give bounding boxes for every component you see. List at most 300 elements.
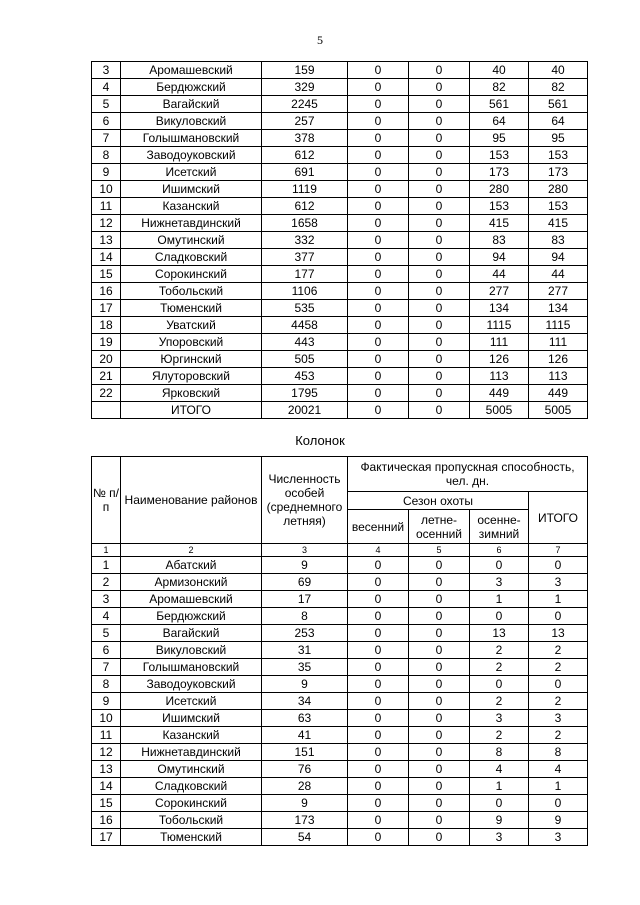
table-cell: 11 xyxy=(92,198,121,215)
table-cell: Тобольский xyxy=(121,812,262,829)
table-row xyxy=(92,402,588,419)
table-cell: 3 xyxy=(529,829,588,846)
table-row xyxy=(92,300,588,317)
table-cell: Бердюжский xyxy=(121,79,262,96)
table-cell: 332 xyxy=(262,232,348,249)
col-number: 5 xyxy=(409,544,470,557)
table-cell: 3 xyxy=(470,574,529,591)
table-cell: 0 xyxy=(409,778,470,795)
table-cell: Заводоуковский xyxy=(121,147,262,164)
table-cell: 612 xyxy=(262,147,348,164)
table-cell: Казанский xyxy=(121,198,262,215)
table-cell: 4 xyxy=(470,761,529,778)
table-cell: 0 xyxy=(409,574,470,591)
table-cell: 10 xyxy=(92,181,121,198)
table-cell: 1 xyxy=(529,591,588,608)
section-title: Колонок xyxy=(295,433,345,448)
table-cell: 0 xyxy=(409,181,470,198)
table-cell: 0 xyxy=(529,795,588,812)
table-cell: 3 xyxy=(529,574,588,591)
table-cell: 126 xyxy=(529,351,588,368)
table-row xyxy=(92,591,588,608)
table-cell: Ишимский xyxy=(121,181,262,198)
kolonok-capacity-table xyxy=(91,456,588,846)
table-cell: 2 xyxy=(470,642,529,659)
table-cell: 1795 xyxy=(262,385,348,402)
table-cell: 0 xyxy=(348,402,409,419)
table-row xyxy=(92,130,588,147)
table-cell: Сладковский xyxy=(121,249,262,266)
header-season: Сезон охоты xyxy=(348,492,529,510)
table-cell: 41 xyxy=(262,727,348,744)
table-cell: 16 xyxy=(92,283,121,300)
table-cell: 1 xyxy=(529,778,588,795)
table-cell: 0 xyxy=(348,232,409,249)
table-cell: 13 xyxy=(470,625,529,642)
table-cell: 5005 xyxy=(529,402,588,419)
table-cell: 1658 xyxy=(262,215,348,232)
table-cell: 28 xyxy=(262,778,348,795)
col-number: 1 xyxy=(92,544,121,557)
table-cell: 0 xyxy=(348,676,409,693)
header-population: Численность особей (среднемного летняя) xyxy=(262,457,348,544)
table-row xyxy=(92,96,588,113)
table-row xyxy=(92,164,588,181)
table-cell: 0 xyxy=(409,402,470,419)
table-cell: 8 xyxy=(470,744,529,761)
table-cell: 329 xyxy=(262,79,348,96)
table-cell: 0 xyxy=(348,761,409,778)
table-cell: 0 xyxy=(409,79,470,96)
table-cell: 4 xyxy=(92,608,121,625)
table-cell: 76 xyxy=(262,761,348,778)
table-cell: Омутинский xyxy=(121,761,262,778)
table-cell: 0 xyxy=(348,744,409,761)
table-cell: Абатский xyxy=(121,557,262,574)
col-number: 6 xyxy=(470,544,529,557)
table-cell: 0 xyxy=(348,79,409,96)
table-cell: 177 xyxy=(262,266,348,283)
table-cell: 0 xyxy=(409,829,470,846)
table-cell: 0 xyxy=(409,62,470,79)
table-cell: 134 xyxy=(470,300,529,317)
table-row xyxy=(92,744,588,761)
table-cell: 94 xyxy=(470,249,529,266)
table-cell: 0 xyxy=(348,130,409,147)
table-cell: 82 xyxy=(529,79,588,96)
table-cell: 0 xyxy=(409,693,470,710)
table-cell: Викуловский xyxy=(121,642,262,659)
table-cell: 0 xyxy=(409,385,470,402)
table-row xyxy=(92,710,588,727)
table-cell: 21 xyxy=(92,368,121,385)
table-cell: 8 xyxy=(92,676,121,693)
header-total: ИТОГО xyxy=(529,492,588,544)
table-cell: 113 xyxy=(470,368,529,385)
table-cell: 1119 xyxy=(262,181,348,198)
table-cell: 0 xyxy=(409,215,470,232)
table-cell: 173 xyxy=(470,164,529,181)
table-cell: 0 xyxy=(409,334,470,351)
col-number: 7 xyxy=(529,544,588,557)
table-cell: 0 xyxy=(529,557,588,574)
table-cell: 453 xyxy=(262,368,348,385)
table-cell: 15 xyxy=(92,795,121,812)
table-row xyxy=(92,795,588,812)
table-cell: 0 xyxy=(409,557,470,574)
table-cell: 277 xyxy=(529,283,588,300)
table-row xyxy=(92,215,588,232)
table-cell: Омутинский xyxy=(121,232,262,249)
table-cell: 134 xyxy=(529,300,588,317)
table-row xyxy=(92,812,588,829)
table-cell: 20 xyxy=(92,351,121,368)
table-cell: 18 xyxy=(92,317,121,334)
table-cell: 15 xyxy=(92,266,121,283)
header-summer-autumn: летне-осенний xyxy=(409,510,470,544)
table-cell: 20021 xyxy=(262,402,348,419)
table-cell: 111 xyxy=(470,334,529,351)
table-cell: 0 xyxy=(348,659,409,676)
table-cell: 0 xyxy=(348,778,409,795)
table-cell: 1115 xyxy=(529,317,588,334)
table-cell: 151 xyxy=(262,744,348,761)
table-cell: 126 xyxy=(470,351,529,368)
table-cell: 0 xyxy=(348,215,409,232)
table-cell: 612 xyxy=(262,198,348,215)
table-cell: 0 xyxy=(409,625,470,642)
header-name: Наименование районов xyxy=(121,457,262,544)
table-cell: Армизонский xyxy=(121,574,262,591)
table-cell: 257 xyxy=(262,113,348,130)
table-cell: 9 xyxy=(529,812,588,829)
table-cell: 0 xyxy=(348,625,409,642)
table-cell: 1 xyxy=(92,557,121,574)
table-cell: 82 xyxy=(470,79,529,96)
table-cell: 14 xyxy=(92,778,121,795)
table-cell: 415 xyxy=(470,215,529,232)
page-number: 5 xyxy=(317,33,323,47)
table-cell: Бердюжский xyxy=(121,608,262,625)
table-cell: 0 xyxy=(409,659,470,676)
table-cell: 11 xyxy=(92,727,121,744)
table-cell: 44 xyxy=(470,266,529,283)
table-cell: 0 xyxy=(409,96,470,113)
table-cell: 35 xyxy=(262,659,348,676)
table-cell: 153 xyxy=(470,198,529,215)
table-row xyxy=(92,334,588,351)
table-cell: 4458 xyxy=(262,317,348,334)
table-cell: Казанский xyxy=(121,727,262,744)
table-cell: ИТОГО xyxy=(121,402,262,419)
table-cell: 0 xyxy=(470,608,529,625)
table-cell: 0 xyxy=(409,164,470,181)
table-cell: 63 xyxy=(262,710,348,727)
table-cell: 0 xyxy=(409,232,470,249)
table-cell: 17 xyxy=(92,300,121,317)
table-cell: 13 xyxy=(92,761,121,778)
table-cell: 0 xyxy=(409,266,470,283)
table-cell: 0 xyxy=(348,96,409,113)
table-cell: 44 xyxy=(529,266,588,283)
table-cell: 7 xyxy=(92,659,121,676)
table-cell: Сорокинский xyxy=(121,266,262,283)
table-cell: 0 xyxy=(409,812,470,829)
table-cell: 1106 xyxy=(262,283,348,300)
table-cell: Исетский xyxy=(121,164,262,181)
table-cell: Вагайский xyxy=(121,625,262,642)
table-row xyxy=(92,198,588,215)
table-cell: 0 xyxy=(409,147,470,164)
table-row xyxy=(92,574,588,591)
table-cell: 9 xyxy=(262,557,348,574)
col-number: 2 xyxy=(121,544,262,557)
table-cell: 2 xyxy=(470,727,529,744)
table-cell: 0 xyxy=(348,795,409,812)
table-cell: 0 xyxy=(348,181,409,198)
table-cell: 19 xyxy=(92,334,121,351)
table-row xyxy=(92,351,588,368)
table-cell: 6 xyxy=(92,113,121,130)
table-cell: 5005 xyxy=(470,402,529,419)
table-cell: Уватский xyxy=(121,317,262,334)
table-row xyxy=(92,659,588,676)
hunting-capacity-table-continued xyxy=(91,61,588,419)
table-cell: 12 xyxy=(92,744,121,761)
table-cell: 9 xyxy=(262,795,348,812)
table-cell: 0 xyxy=(409,317,470,334)
table-cell: 277 xyxy=(470,283,529,300)
table-cell: 13 xyxy=(92,232,121,249)
table-cell: 2 xyxy=(470,659,529,676)
table-row xyxy=(92,317,588,334)
table-cell: Голышмановский xyxy=(121,130,262,147)
table-row xyxy=(92,385,588,402)
table-cell: 95 xyxy=(470,130,529,147)
table-cell: 2 xyxy=(92,574,121,591)
table-cell: 3 xyxy=(470,829,529,846)
table-row xyxy=(92,232,588,249)
table-cell: 54 xyxy=(262,829,348,846)
table-cell: Ишимский xyxy=(121,710,262,727)
table-cell xyxy=(92,402,121,419)
table-cell: Нижнетавдинский xyxy=(121,215,262,232)
table-row xyxy=(92,829,588,846)
table-cell: 449 xyxy=(529,385,588,402)
table-row xyxy=(92,368,588,385)
table-cell: 17 xyxy=(92,829,121,846)
table-cell: 0 xyxy=(409,727,470,744)
table-cell: 0 xyxy=(409,300,470,317)
table-cell: 0 xyxy=(409,249,470,266)
table-cell: 253 xyxy=(262,625,348,642)
table-cell: 2245 xyxy=(262,96,348,113)
table-cell: 34 xyxy=(262,693,348,710)
header-capacity: Фактическая пропускная способность, чел. дн. xyxy=(348,457,588,492)
table-cell: 0 xyxy=(409,351,470,368)
table-cell: 40 xyxy=(470,62,529,79)
table-cell: 0 xyxy=(470,676,529,693)
table-cell: Сорокинский xyxy=(121,795,262,812)
table-cell: 3 xyxy=(92,591,121,608)
table-cell: Сладковский xyxy=(121,778,262,795)
table-cell: 173 xyxy=(262,812,348,829)
table-cell: 0 xyxy=(348,812,409,829)
table-cell: 0 xyxy=(348,574,409,591)
table-cell: 0 xyxy=(529,676,588,693)
table-cell: Викуловский xyxy=(121,113,262,130)
table-cell: 280 xyxy=(529,181,588,198)
table-cell: 0 xyxy=(348,283,409,300)
table-row xyxy=(92,79,588,96)
table-row xyxy=(92,181,588,198)
table-cell: 22 xyxy=(92,385,121,402)
table-cell: Тобольский xyxy=(121,283,262,300)
table-cell: 505 xyxy=(262,351,348,368)
table-cell: 0 xyxy=(409,591,470,608)
table-cell: 0 xyxy=(529,608,588,625)
table-cell: 561 xyxy=(470,96,529,113)
table-cell: 9 xyxy=(92,164,121,181)
table-row xyxy=(92,62,588,79)
table-cell: 2 xyxy=(470,693,529,710)
header-autumn-winter: осенне-зимний xyxy=(470,510,529,544)
table-cell: 0 xyxy=(348,368,409,385)
table-cell: Вагайский xyxy=(121,96,262,113)
table-cell: 153 xyxy=(529,198,588,215)
table-row xyxy=(92,676,588,693)
table-cell: 8 xyxy=(92,147,121,164)
table-cell: 0 xyxy=(348,351,409,368)
header-spring: весенний xyxy=(348,510,409,544)
table-cell: 0 xyxy=(348,164,409,181)
table-cell: 153 xyxy=(470,147,529,164)
table-cell: 94 xyxy=(529,249,588,266)
table-cell: 0 xyxy=(348,591,409,608)
table-cell: 9 xyxy=(92,693,121,710)
table-cell: 561 xyxy=(529,96,588,113)
table-cell: 64 xyxy=(529,113,588,130)
table-cell: 0 xyxy=(470,795,529,812)
table-row xyxy=(92,693,588,710)
table-cell: 0 xyxy=(409,761,470,778)
table-cell: 443 xyxy=(262,334,348,351)
table-cell: 1 xyxy=(470,591,529,608)
table-cell: 9 xyxy=(470,812,529,829)
table-cell: 69 xyxy=(262,574,348,591)
table-cell: 64 xyxy=(470,113,529,130)
table-row xyxy=(92,761,588,778)
table-cell: Аромашевский xyxy=(121,62,262,79)
table-cell: 0 xyxy=(348,693,409,710)
table-cell: 17 xyxy=(262,591,348,608)
table-cell: 0 xyxy=(348,113,409,130)
table-cell: 691 xyxy=(262,164,348,181)
table-cell: 378 xyxy=(262,130,348,147)
table-cell: 0 xyxy=(409,642,470,659)
table-row xyxy=(92,778,588,795)
table-cell: 40 xyxy=(529,62,588,79)
table-cell: Ялуторовский xyxy=(121,368,262,385)
table-cell: 83 xyxy=(470,232,529,249)
table-cell: Тюменский xyxy=(121,300,262,317)
table-cell: 0 xyxy=(470,557,529,574)
col-number: 4 xyxy=(348,544,409,557)
table-cell: Ярковский xyxy=(121,385,262,402)
table-cell: 83 xyxy=(529,232,588,249)
table-cell: 5 xyxy=(92,625,121,642)
table-cell: 0 xyxy=(409,710,470,727)
table-row xyxy=(92,113,588,130)
table-cell: 5 xyxy=(92,96,121,113)
table-cell: 0 xyxy=(348,300,409,317)
table-cell: 0 xyxy=(348,198,409,215)
table-row xyxy=(92,608,588,625)
table-cell: Исетский xyxy=(121,693,262,710)
table-cell: 2 xyxy=(529,727,588,744)
table-cell: 3 xyxy=(92,62,121,79)
table-cell: 0 xyxy=(409,676,470,693)
table-cell: 8 xyxy=(529,744,588,761)
table-cell: 0 xyxy=(348,608,409,625)
table-row xyxy=(92,283,588,300)
table-cell: Юргинский xyxy=(121,351,262,368)
table-cell: Тюменский xyxy=(121,829,262,846)
table-cell: 449 xyxy=(470,385,529,402)
table-cell: 0 xyxy=(409,368,470,385)
table-cell: 0 xyxy=(409,283,470,300)
table-cell: 0 xyxy=(348,62,409,79)
table-cell: 280 xyxy=(470,181,529,198)
table-cell: 0 xyxy=(348,334,409,351)
table-cell: 113 xyxy=(529,368,588,385)
table-cell: 6 xyxy=(92,642,121,659)
table-cell: 0 xyxy=(348,557,409,574)
table-cell: 95 xyxy=(529,130,588,147)
table-cell: 7 xyxy=(92,130,121,147)
table-cell: 16 xyxy=(92,812,121,829)
table-row xyxy=(92,266,588,283)
table-cell: 9 xyxy=(262,676,348,693)
table-cell: 0 xyxy=(409,795,470,812)
table-cell: 0 xyxy=(409,113,470,130)
table-row xyxy=(92,625,588,642)
table-row xyxy=(92,557,588,574)
table-cell: 2 xyxy=(529,693,588,710)
col-number: 3 xyxy=(262,544,348,557)
table-cell: 0 xyxy=(348,642,409,659)
table-cell: 377 xyxy=(262,249,348,266)
table-cell: 1115 xyxy=(470,317,529,334)
table-cell: 159 xyxy=(262,62,348,79)
table-cell: 0 xyxy=(348,829,409,846)
table-row xyxy=(92,727,588,744)
table-cell: 0 xyxy=(409,744,470,761)
table-cell: 31 xyxy=(262,642,348,659)
table-cell: Голышмановский xyxy=(121,659,262,676)
table-cell: 10 xyxy=(92,710,121,727)
table-cell: 3 xyxy=(529,710,588,727)
table-cell: 111 xyxy=(529,334,588,351)
table-cell: 2 xyxy=(529,642,588,659)
table-cell: 0 xyxy=(348,385,409,402)
table-cell: 0 xyxy=(348,727,409,744)
table-cell: Нижнетавдинский xyxy=(121,744,262,761)
table-cell: 12 xyxy=(92,215,121,232)
table-cell: 1 xyxy=(470,778,529,795)
table-cell: 0 xyxy=(348,147,409,164)
table-row xyxy=(92,642,588,659)
